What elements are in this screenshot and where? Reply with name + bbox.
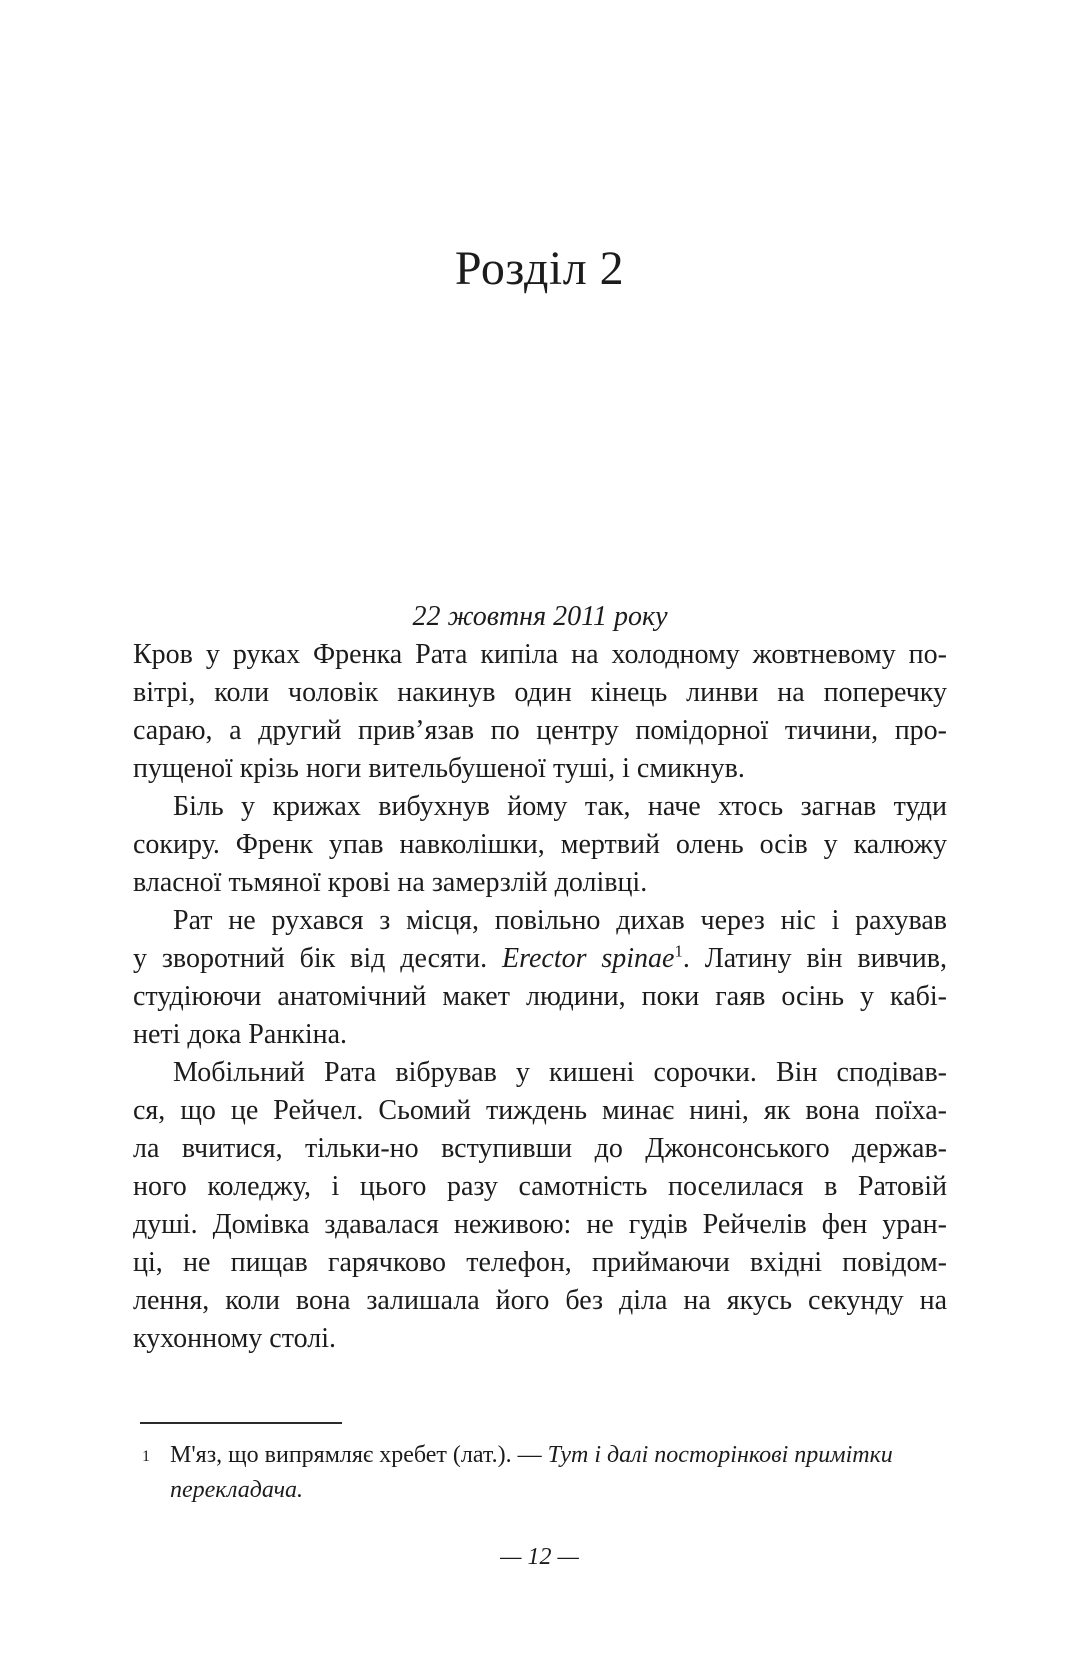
text-line (170, 1473, 947, 1508)
date-line: 22 жовтня 2011 року (412, 601, 668, 632)
text-segment: . Латину він вивчив, (682, 943, 947, 974)
paragraph (133, 1054, 947, 1358)
text-line (133, 864, 947, 902)
text-segment: студіюючи анатомічний макет людини, поки гаяв осінь у кабі- (133, 981, 947, 1012)
text-segment: Біль у крижах вибухнув йому так, наче хтось загнав туди (173, 791, 947, 822)
footnote-marker: 1 (142, 1448, 150, 1465)
footnote (133, 1422, 947, 1508)
text-line (133, 1016, 947, 1054)
text-line (133, 1282, 947, 1320)
text-line (133, 1206, 947, 1244)
chapter-title: Розділ 2 (454, 242, 625, 295)
text-line (133, 940, 947, 978)
text-segment: Рат не рухався з місця, повільно дихав через ніс і рахував (173, 905, 947, 936)
paragraph (133, 902, 947, 1054)
text-line (133, 1168, 947, 1206)
text-segment: Кров у руках Френка Рата кипіла на холодному жовтневому по- (133, 639, 947, 670)
text-line (133, 902, 947, 940)
text-line (133, 636, 947, 674)
footnote-lines (170, 1438, 947, 1508)
text-line (170, 1438, 947, 1473)
text-line (133, 1130, 947, 1168)
text-line (133, 674, 947, 712)
text-segment: Мобільний Рата вібрував у кишені сорочки. Він сподівав- (173, 1057, 947, 1088)
page-number: — 12 — (500, 1544, 579, 1570)
text-line (133, 1092, 947, 1130)
text-line (133, 712, 947, 750)
text-line (133, 826, 947, 864)
text-segment: власної тьмяної крові на замерзлій долівці. (133, 867, 648, 898)
text-segment: кухонному столі. (133, 1323, 336, 1354)
text-line (133, 1244, 947, 1282)
text-segment: лення, коли вона залишала його без діла на якусь секунду на (133, 1285, 947, 1316)
body-text (133, 598, 947, 1358)
paragraph (133, 636, 947, 788)
text-line (133, 978, 947, 1016)
italic-text: Тут і далі посторінкові примітки (547, 1442, 893, 1468)
text-segment: неті дока Ранкіна. (133, 1019, 348, 1050)
footnote-reference: 1 (674, 941, 683, 961)
text-segment: ла вчитися, тільки-но вступивши до Джонсонського держав- (133, 1133, 947, 1164)
text-line (133, 1320, 947, 1358)
italic-text: перекладача. (170, 1477, 304, 1503)
text-segment: вітрі, коли чоловік накинув один кінець линви на поперечку (133, 677, 947, 708)
footnote-separator (140, 1422, 342, 1424)
text-segment: у зворотний бік від десяти. (133, 943, 503, 974)
text-line (133, 1054, 947, 1092)
text-segment: М'яз, що випрямляє хребет (лат.). — (170, 1442, 548, 1468)
text-segment: пущеної крізь ноги вительбушеної туші, і смикнув. (133, 753, 745, 784)
text-segment: ці, не пищав гарячково телефон, приймаючи вхідні повідом- (133, 1247, 947, 1278)
paragraph (133, 788, 947, 902)
text-segment: сокиру. Френк упав навколішки, мертвий олень осів у калюжу (133, 829, 947, 860)
footnote-body (133, 1438, 947, 1508)
text-segment: сараю, а другий прив’язав по центру помідорної тичини, про- (133, 715, 947, 746)
text-segment: ся, що це Рейчел. Сьомий тиждень минає нині, як вона поїха- (133, 1095, 947, 1126)
paragraphs (133, 636, 947, 1358)
text-segment: душі. Домівка здавалася неживою: не гудів Рейчелів фен уран- (133, 1209, 947, 1240)
italic-text: Erector spinae (502, 943, 675, 974)
text-segment: ного коледжу, і цього разу самотність поселилася в Ратовій (133, 1171, 947, 1202)
text-line (133, 750, 947, 788)
text-line (133, 788, 947, 826)
